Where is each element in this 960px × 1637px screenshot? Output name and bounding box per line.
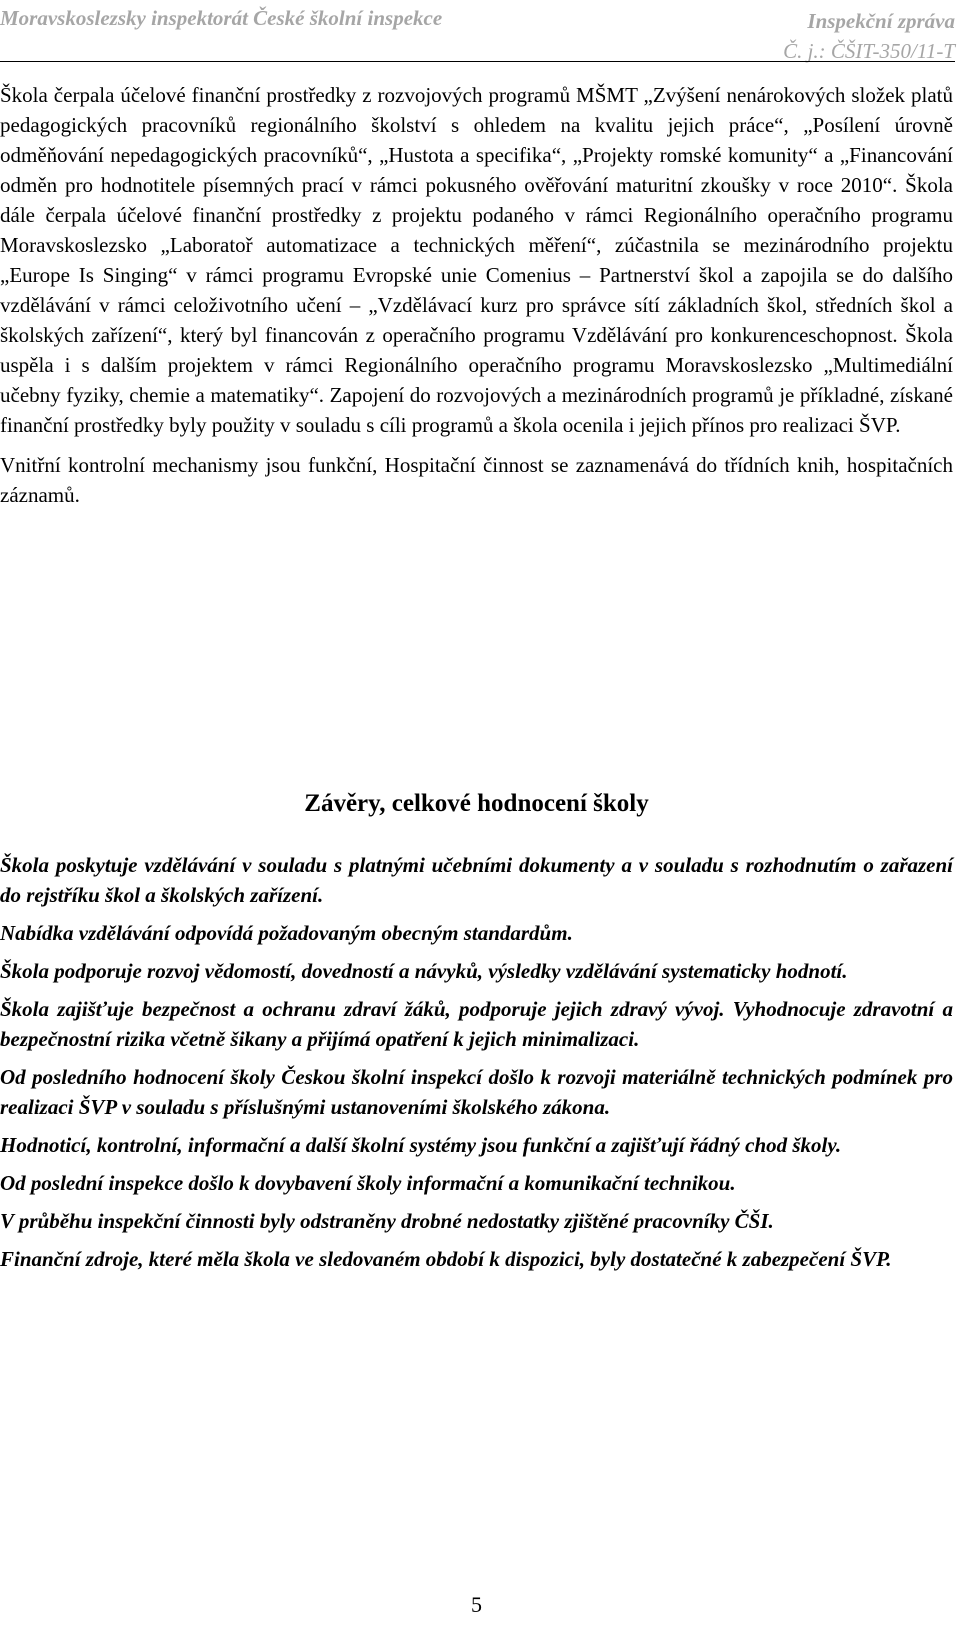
page-header	[0, 4, 955, 62]
main-text	[0, 80, 953, 520]
conclusion-item: Škola zajišťuje bezpečnost a ochranu zdraví žáků, podporuje jejich zdravý vývoj. Vyhodnocuje zdravotní a bezpečnostní rizika včetně šikany a přijímá opatření k jejich minimalizaci.	[0, 997, 953, 1051]
conclusion-item: V průběhu inspekční činnosti byly odstraněny drobné nedostatky zjištěné pracovníky ČŠI.	[0, 1209, 774, 1233]
conclusion-item: Od posledního hodnocení školy Českou školní inspekcí došlo k rozvoji materiálně technických podmínek pro realizaci ŠVP v souladu s příslušnými ustanoveními školského zákona.	[0, 1065, 953, 1119]
body-paragraph-funding: Škola čerpala účelové finanční prostředky z rozvojových programů MŠMT „Zvýšení nenárokových složek platů pedagogických pracovníků regionálního školství s ohledem na kvalitu jejich práce“, „Posílení úrovně odměňování nepedagogických pracovníků“, „Hustota a specifika“, „Projekty romské komunity“ a „Financování odměn pro hodnotitele písemných prací v rámci pokusného ověřování maturitní zkoušky v roce 2010“. Škola dále čerpala účelové finanční prostředky z projektu podaného v rámci Regionálního operačního programu Moravskoslezsko „Laboratoř automatizace a technických měření“, zúčastnila se mezinárodního projektu „Europe Is Singing“ v rámci programu Evropské unie Comenius – Partnerství škol a zapojila se do dalšího vzdělávání v rámci celoživotního učení – „Vzdělávací kurz pro správce sítí základních škol, středních škol a školských zařízení“, který byl financován z operačního programu Vzdělávání pro konkurenceschopnost. Škola uspěla i s dalším projektem v rámci Regionálního operačního programu Moravskoslezsko „Multimediální učebny fyziky, chemie a matematiky“. Zapojení do rozvojových a mezinárodních programů je příkladné, získané finanční prostředky byly použity v souladu s cíli programů a škola ocenila i jejich přínos pro realizaci ŠVP.	[0, 83, 953, 437]
section-title: Závěry, celkové hodnocení školy	[304, 790, 649, 817]
report-heading	[783, 6, 955, 66]
header-rule	[0, 61, 955, 62]
page-number: 5	[471, 1592, 482, 1617]
inspectorate-name: Moravskoslezsky inspektorát České školní inspekce	[0, 6, 443, 30]
report-title: Inspekční zpráva	[807, 9, 955, 33]
conclusions-list	[0, 850, 953, 1282]
conclusion-item: Finanční zdroje, které měla škola ve sledovaném období k dispozici, byly dostatečné k zabezpečení ŠVP.	[0, 1247, 892, 1271]
reference-number: Č. j.: ČŠIT-350/11-T	[783, 39, 955, 63]
conclusion-item: Hodnoticí, kontrolní, informační a další školní systémy jsou funkční a zajišťují řádný chod školy.	[0, 1133, 842, 1157]
conclusion-item: Nabídka vzdělávání odpovídá požadovaným obecným standardům.	[0, 921, 573, 945]
conclusion-item: Od poslední inspekce došlo k dovybavení školy informační a komunikační technikou.	[0, 1171, 736, 1195]
conclusion-item: Škola podporuje rozvoj vědomostí, dovedností a návyků, výsledky vzdělávání systematicky hodnotí.	[0, 959, 848, 983]
conclusion-item: Škola poskytuje vzdělávání v souladu s platnými učebními dokumenty a v souladu s rozhodnutím o zařazení do rejstříku škol a školských zařízení.	[0, 853, 953, 907]
body-paragraph-control: Vnitřní kontrolní mechanismy jsou funkční, Hospitační činnost se zaznamenává do třídních knih, hospitačních záznamů.	[0, 453, 953, 507]
